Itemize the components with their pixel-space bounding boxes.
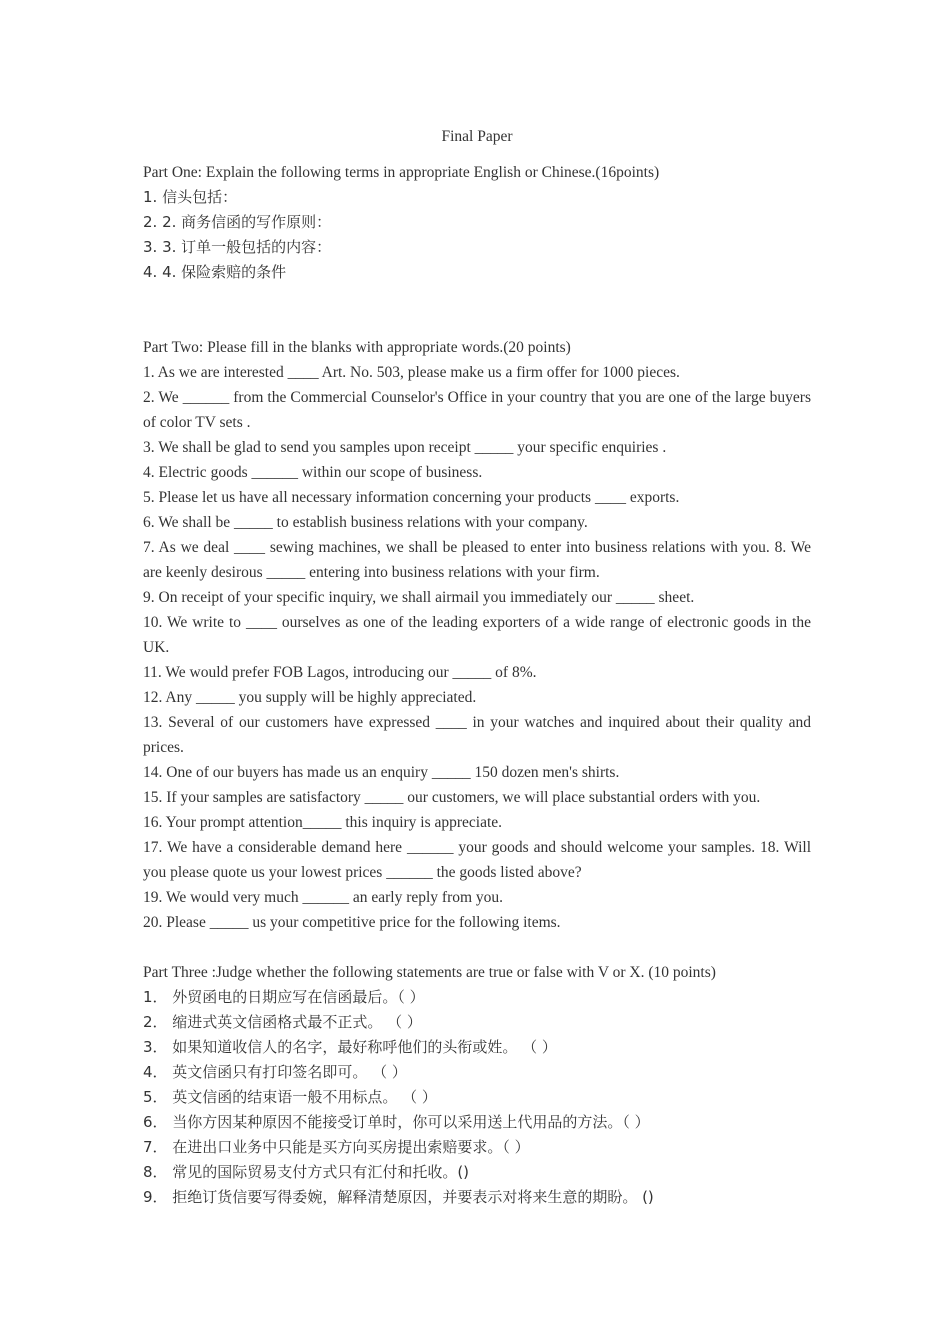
part-three-item: 8． 常见的国际贸易支付方式只有汇付和托收。()	[143, 1163, 470, 1181]
part-two-item: 4. Electric goods ______ within our scope of business.	[143, 464, 483, 481]
part-two-item: 9. On receipt of your specific inquiry, we shall airmail you immediately our _____ sheet.	[143, 589, 695, 606]
part-two-item: 12. Any _____ you supply will be highly appreciated.	[143, 689, 477, 706]
part-two-item: 19. We would very much ______ an early reply from you.	[143, 889, 504, 906]
part-two-item: 16. Your prompt attention_____ this inquiry is appreciate.	[143, 814, 503, 831]
part-three-item: 7． 在进出口业务中只能是买方向买房提出索赔要求。（ ）	[143, 1138, 530, 1156]
part-three-item: 1． 外贸函电的日期应写在信函最后。（ ）	[143, 988, 425, 1006]
part-one-heading: Part One: Explain the following terms in appropriate English or Chinese.(16points)	[143, 164, 660, 181]
part-two-item: 14. One of our buyers has made us an enquiry _____ 150 dozen men's shirts.	[143, 764, 620, 781]
part-three-item: 6． 当你方因某种原因不能接受订单时，你可以采用送上代用品的方法。（ ）	[143, 1113, 650, 1131]
page-title: Final Paper	[441, 128, 513, 145]
part-two-item: 3. We shall be glad to send you samples upon receipt _____ your specific enquiries .	[143, 439, 667, 456]
part-two-item: 11. We would prefer FOB Lagos, introducing our _____ of 8%.	[143, 664, 537, 681]
part-two-item: 7. As we deal ____ sewing machines, we shall be pleased to enter into business relations with you. 8. We are keenly desirous _____ entering into business relations with your firm.	[143, 539, 811, 581]
exam-page	[143, 124, 811, 1210]
part-two-item: 17. We have a considerable demand here ______ your goods and should welcome your samples. 18. Will you please quote us your lowest prices ______ the goods listed above?	[143, 839, 811, 881]
part-two-item: 10. We write to ____ ourselves as one of the leading exporters of a wide range of electronic goods in the UK.	[143, 614, 811, 656]
part-two-item: 15. If your samples are satisfactory _____ our customers, we will place substantial orders with you.	[143, 789, 761, 806]
part-three-item: 3． 如果知道收信人的名字，最好称呼他们的头衔或姓。 （ ）	[143, 1038, 557, 1056]
part-one-item: 3. 3. 订单一般包括的内容：	[143, 238, 332, 256]
part-two-item: 1. As we are interested ____ Art. No. 503, please make us a firm offer for 1000 pieces.	[143, 364, 680, 381]
section-spacer	[143, 935, 811, 960]
part-one-item: 4. 4. 保险索赔的条件	[143, 263, 287, 281]
part-three-heading: Part Three :Judge whether the following statements are true or false with V or X. (10 points)	[143, 964, 716, 981]
part-two-item: 6. We shall be _____ to establish business relations with your company.	[143, 514, 588, 531]
part-two-item: 13. Several of our customers have expressed ____ in your watches and inquired about their quality and prices.	[143, 714, 811, 756]
part-two-item: 20. Please _____ us your competitive price for the following items.	[143, 914, 561, 931]
part-two-item: 5. Please let us have all necessary information concerning your products ____ exports.	[143, 489, 680, 506]
section-spacer	[143, 285, 811, 335]
part-three-item: 5． 英文信函的结束语一般不用标点。 （ ）	[143, 1088, 437, 1106]
part-three-item: 2． 缩进式英文信函格式最不正式。 （ ）	[143, 1013, 422, 1031]
part-one-item: 1. 信头包括：	[143, 188, 238, 206]
part-three-item: 4． 英文信函只有打印签名即可。 （ ）	[143, 1063, 407, 1081]
part-one-item: 2. 2. 商务信函的写作原则：	[143, 213, 332, 231]
part-three-item: 9． 拒绝订货信要写得委婉，解释清楚原因，并要表示对将来生意的期盼。 ()	[143, 1188, 654, 1206]
part-two-item: 2. We ______ from the Commercial Counselor's Office in your country that you are one of the large buyers of color TV sets .	[143, 389, 811, 431]
part-two-heading: Part Two: Please fill in the blanks with appropriate words.(20 points)	[143, 339, 571, 356]
